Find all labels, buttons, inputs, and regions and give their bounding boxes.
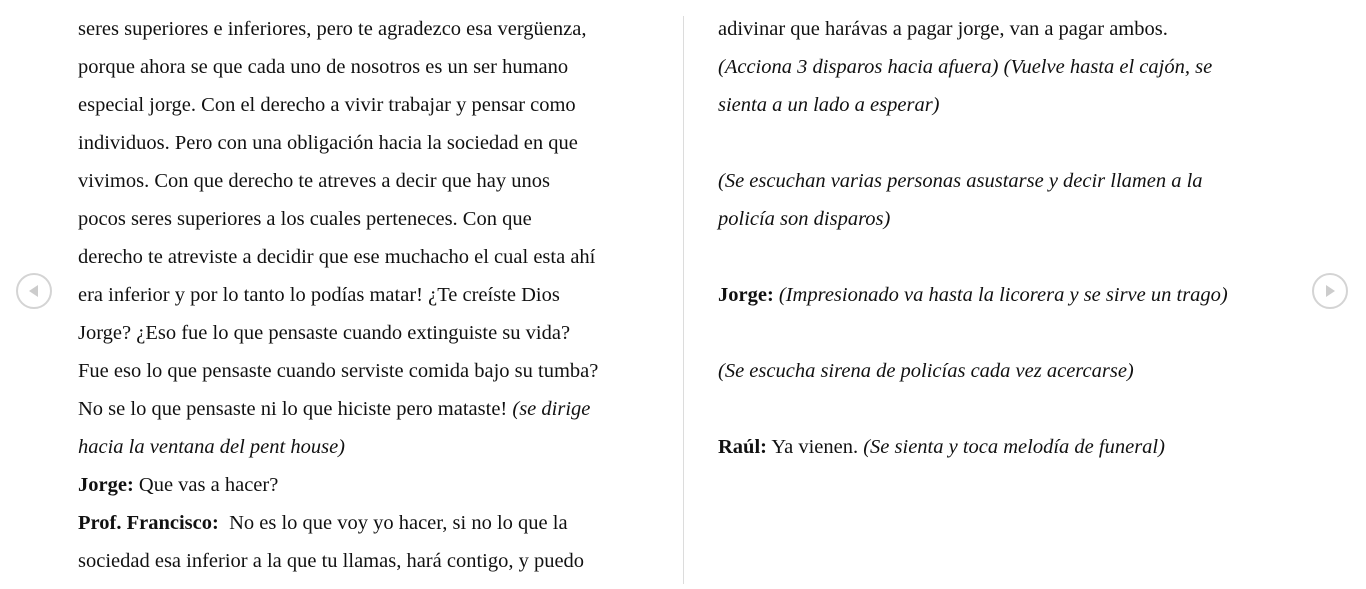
text-line: sociedad esa inferior a la que tu llamas, hará contigo, y puedo [78,550,585,572]
stage-direction: (Se escucha sirena de policías cada vez acercarse) [718,360,1134,382]
text-line: porque ahora se que cada uno de nosotros es un ser humano [78,56,569,78]
page-divider [683,16,684,584]
text-line: derecho te atreviste a decidir que ese muchacho el cual esta ahí [78,246,596,268]
stage-direction: hacia la ventana del pent house) [78,436,346,458]
speaker-name: Jorge: [718,284,774,306]
stage-direction: sienta a un lado a esperar) [718,94,940,116]
dialogue-text: Que vas a hacer? [133,474,279,496]
chevron-left-icon [18,275,50,307]
blank-line [718,314,1338,352]
text-line: Jorge? ¿Eso fue lo que pensaste cuando extinguiste su vida? [78,322,571,344]
stage-direction: (Se sienta y toca melodía de funeral) [863,436,1165,458]
dialogue-text: Ya vienen. [766,436,864,458]
text-line: adivinar que harávas a pagar jorge, van a pagar ambos. [718,18,1168,40]
stage-direction: (Se escuchan varias personas asustarse y decir llamen a la [718,170,1203,192]
dialogue-line [78,504,668,542]
speaker-name: Jorge: [78,474,134,496]
speaker-name: Raúl: [718,436,767,458]
blank-line [718,390,1338,428]
text-line: vivimos. Con que derecho te atreves a decir que hay unos [78,170,550,192]
left-page [78,10,668,580]
blank-line [718,238,1338,276]
dialogue-text: No se lo que pensaste ni lo que hiciste pero mataste! [78,398,513,420]
previous-page-button[interactable] [16,273,52,309]
dialogue-line [718,428,1338,466]
text-line: especial jorge. Con el derecho a vivir trabajar y pensar como [78,94,576,116]
dialogue-text: No es lo que voy yo hacer, si no lo que la [218,512,568,534]
right-page [718,10,1338,466]
stage-direction: policía son disparos) [718,208,891,230]
speaker-name: Prof. Francisco: [78,512,219,534]
text-line: era inferior y por lo tanto lo podías matar! ¿Te creíste Dios [78,284,560,306]
text-line: individuos. Pero con una obligación hacia la sociedad en que [78,132,578,154]
stage-direction: (Acciona 3 disparos hacia afuera) (Vuelve hasta el cajón, se [718,56,1213,78]
text-line: seres superiores e inferiores, pero te agradezco esa vergüenza, [78,18,587,40]
stage-direction: (Impresionado va hasta la licorera y se sirve un trago) [778,284,1228,306]
blank-line [718,124,1338,162]
text-line [78,390,668,428]
dialogue-line [718,276,1338,314]
dialogue-line [78,466,668,504]
text-line: pocos seres superiores a los cuales perteneces. Con que [78,208,532,230]
text-line: Fue eso lo que pensaste cuando serviste comida bajo su tumba? [78,360,599,382]
stage-direction: (se dirige [512,398,591,420]
